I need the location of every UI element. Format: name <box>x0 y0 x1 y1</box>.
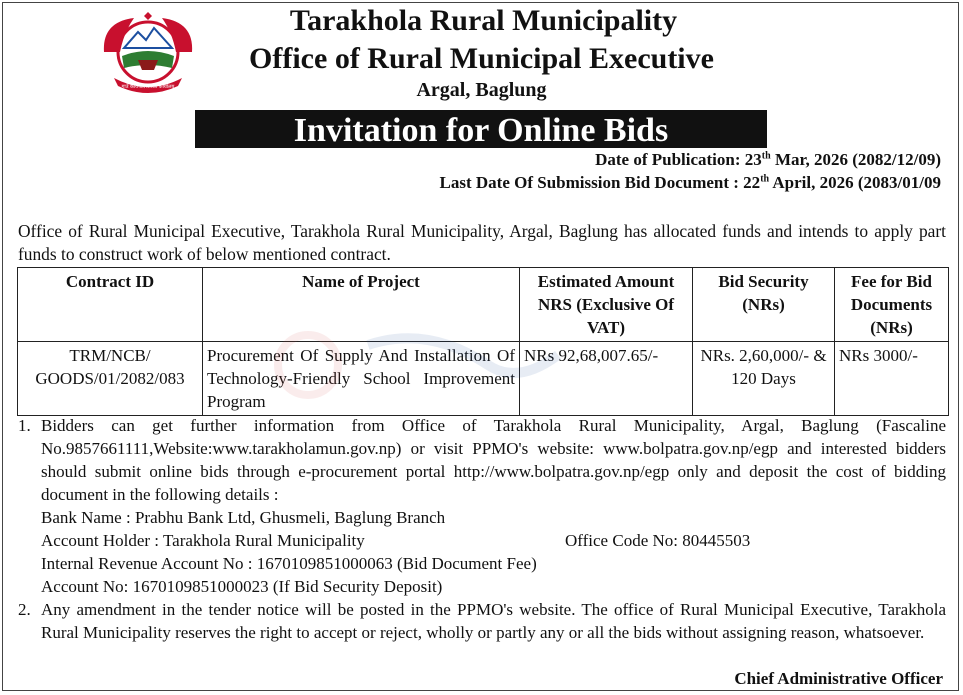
cell-contract-id: TRM/NCB/ GOODS/01/2082/083 <box>18 342 203 416</box>
submission-deadline: Last Date Of Submission Bid Document : 22th April, 2026 (2083/01/09 <box>439 173 941 192</box>
cell-project: Procurement Of Supply And Installation Of Technology-Friendly School Improvement Program <box>203 342 520 416</box>
note-1-text: Bidders can get further information from Office of Tarakhola Rural Municipality, Argal, Baglung (Fascaline No.9857661111,Website:www.tarakholamun.gov.np) or visit PPMO's website: www.bolpatra.gov.np/egp and interested bidders should submit online bids through e-procurement portal http://www.bolpatra.gov.np/egp only and deposit the cost of bidding document in the following details : <box>41 416 946 504</box>
header-project: Name of Project <box>203 268 520 342</box>
signature-title: Chief Administrative Officer <box>734 669 943 688</box>
cell-amount: NRs 92,68,007.65/- <box>520 342 693 416</box>
bank-name: Bank Name : Prabhu Bank Ltd, Ghusmeli, Baglung Branch <box>41 508 446 527</box>
notes-list <box>18 414 946 644</box>
note-2-text: Any amendment in the tender notice will be posted in the PPMO's website. The office of Rural Municipal Executive, Tarakhola Rural Municipality reserves the right to accept or reject, wholly or partly any or all the bids without assigning reason, whatsoever. <box>41 600 946 642</box>
header-security: Bid Security (NRs) <box>693 268 835 342</box>
office-title: Office of Rural Municipal Executive <box>249 42 714 75</box>
security-account: Account No: 1670109851000023 (If Bid Security Deposit) <box>41 577 443 596</box>
emblem-caption: गाउँ कार्यपालिकाको कार्यालय <box>121 84 175 90</box>
location-title: Argal, Baglung <box>416 79 547 101</box>
note-2-number: 2. <box>18 600 31 619</box>
municipality-title: Tarakhola Rural Municipality <box>289 4 678 37</box>
notice-banner: Invitation for Online Bids <box>195 110 767 148</box>
cell-fee: NRs 3000/- <box>835 342 949 416</box>
note-1 <box>18 414 946 598</box>
revenue-account: Internal Revenue Account No : 1670109851000063 (Bid Document Fee) <box>41 554 537 573</box>
office-code: Office Code No: 80445503 <box>565 531 751 550</box>
cell-security: NRs. 2,60,000/- & 120 Days <box>693 342 835 416</box>
note-2 <box>18 598 946 644</box>
header-fee: Fee for Bid Documents (NRs) <box>835 268 949 342</box>
header-amount: Estimated Amount NRS (Exclusive Of VAT) <box>520 268 693 342</box>
intro-paragraph: Office of Rural Municipal Executive, Tarakhola Rural Municipality, Argal, Baglung has allocated funds and intends to apply part funds to construct work of below mentioned contract. <box>18 221 946 264</box>
publication-date: Date of Publication: 23th Mar, 2026 (2082/12/09) <box>595 150 941 169</box>
note-1-number: 1. <box>18 416 31 435</box>
account-holder: Account Holder : Tarakhola Rural Municipality <box>41 531 365 550</box>
header-contract-id: Contract ID <box>18 268 203 342</box>
watermark-icon <box>268 305 588 425</box>
